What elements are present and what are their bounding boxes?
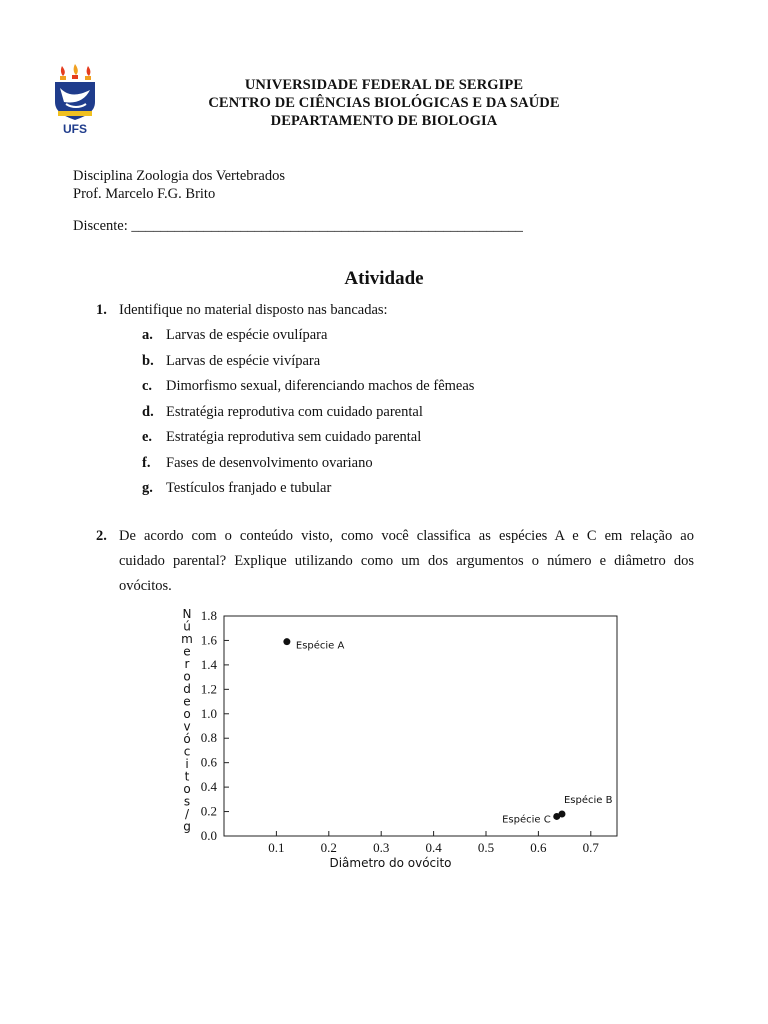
y-axis-label-char: g (183, 819, 191, 834)
item-text: Larvas de espécie vivípara (166, 352, 321, 369)
professor: Prof. Marcelo F.G. Brito (73, 186, 216, 202)
y-axis-label-char: / (184, 807, 190, 821)
y-axis-label-char: s (183, 794, 191, 809)
item-text: Fases de desenvolvimento ovariano (166, 454, 373, 471)
y-axis-label-char: o (183, 707, 191, 721)
x-tick-label: 0.7 (582, 840, 599, 855)
question-text: Identifique no material disposto nas bancadas: (119, 302, 388, 318)
data-label: Espécie B (563, 795, 613, 806)
y-axis-label-char: m (181, 632, 193, 646)
student-name-line: Discente: ______________________________________________________ (73, 218, 523, 234)
x-tick-label: 0.1 (268, 840, 285, 855)
institution-header (120, 76, 648, 130)
page-title: Atividade (344, 268, 424, 289)
y-tick-label: 1.6 (200, 632, 217, 648)
item-text: Estratégia reprodutiva com cuidado parental (166, 403, 423, 420)
university-name: UNIVERSIDADE FEDERAL DE SERGIPE (244, 77, 524, 93)
item-text: Larvas de espécie ovulípara (166, 327, 328, 343)
y-tick-label: 0.2 (200, 803, 217, 819)
y-axis-label-char: c (183, 744, 191, 759)
y-tick-label: 0.0 (200, 828, 217, 843)
item-letter: f. (142, 454, 151, 471)
y-tick-label: 1.2 (200, 681, 217, 697)
y-axis-label-char: N (182, 607, 192, 621)
y-axis-label-char: e (183, 644, 191, 659)
question-text-line: cuidado parental? Explique utilizando como um dos argumentos o número e diâmetro dos (119, 553, 694, 569)
y-axis-label-char: ó (183, 732, 191, 746)
center-name: CENTRO DE CIÊNCIAS BIOLÓGICAS E DA SAÚDE (208, 95, 560, 111)
data-point (553, 813, 560, 820)
data-label: Espécie C (502, 814, 551, 826)
ufs-shield-icon (52, 64, 98, 136)
y-tick-label: 0.8 (200, 730, 217, 746)
x-tick-label: 0.5 (477, 840, 495, 855)
item-letter: c. (142, 378, 153, 394)
chart-svg (180, 600, 635, 875)
item-text: Estratégia reprodutiva sem cuidado parental (166, 429, 422, 445)
y-tick-label: 0.6 (200, 754, 217, 770)
y-axis-label-char: d (183, 682, 191, 696)
list-item (142, 455, 373, 472)
y-tick-label: 1.4 (200, 656, 217, 672)
y-axis-label-char: ú (183, 619, 191, 634)
list-item (142, 378, 474, 395)
ufs-logo (52, 64, 98, 136)
plot-frame (224, 616, 617, 836)
list-item (142, 480, 331, 497)
logo-text: UFS (63, 122, 87, 136)
x-tick-label: 0.3 (373, 840, 390, 855)
y-tick-label: 1.0 (200, 705, 217, 721)
question-text-line: ovócitos. (119, 578, 172, 594)
department-name: DEPARTAMENTO DE BIOLOGIA (270, 113, 498, 129)
item-text: Testículos franjado e tubular (166, 480, 332, 496)
question-number: 1. (96, 302, 107, 318)
scatter-chart (180, 600, 635, 875)
y-axis-label-char: v (183, 719, 191, 734)
item-letter: a. (142, 327, 153, 343)
item-letter: d. (142, 403, 154, 420)
list-item (142, 429, 421, 446)
list-item (142, 327, 327, 344)
x-tick-label: 0.4 (425, 840, 442, 855)
item-letter: b. (142, 352, 154, 369)
data-label: Espécie A (295, 640, 345, 652)
question-number: 2. (96, 528, 107, 544)
y-axis-label-char: e (183, 694, 191, 709)
course-info (73, 167, 285, 203)
y-tick-label: 1.8 (200, 608, 217, 623)
x-tick-label: 0.2 (320, 840, 337, 855)
y-axis-label-char: i (185, 757, 189, 771)
y-axis-label-char: r (184, 657, 190, 671)
x-tick-label: 0.6 (530, 840, 547, 855)
data-point (283, 638, 290, 645)
y-axis-label-char: o (183, 669, 191, 684)
list-item (142, 404, 423, 421)
x-axis-label: Diâmetro do ovócito (329, 856, 452, 870)
item-letter: e. (142, 429, 153, 445)
question-text-line: De acordo com o conteúdo visto, como você classifica as espécies A e C em relação ao (119, 528, 694, 544)
list-item (142, 353, 320, 370)
y-tick-label: 0.4 (200, 779, 217, 795)
y-axis-label-char: t (184, 769, 190, 784)
discipline: Disciplina Zoologia dos Vertebrados (73, 168, 285, 184)
item-text: Dimorfismo sexual, diferenciando machos de fêmeas (166, 378, 475, 394)
item-letter: g. (142, 480, 153, 496)
y-axis-label-char: o (183, 782, 191, 796)
